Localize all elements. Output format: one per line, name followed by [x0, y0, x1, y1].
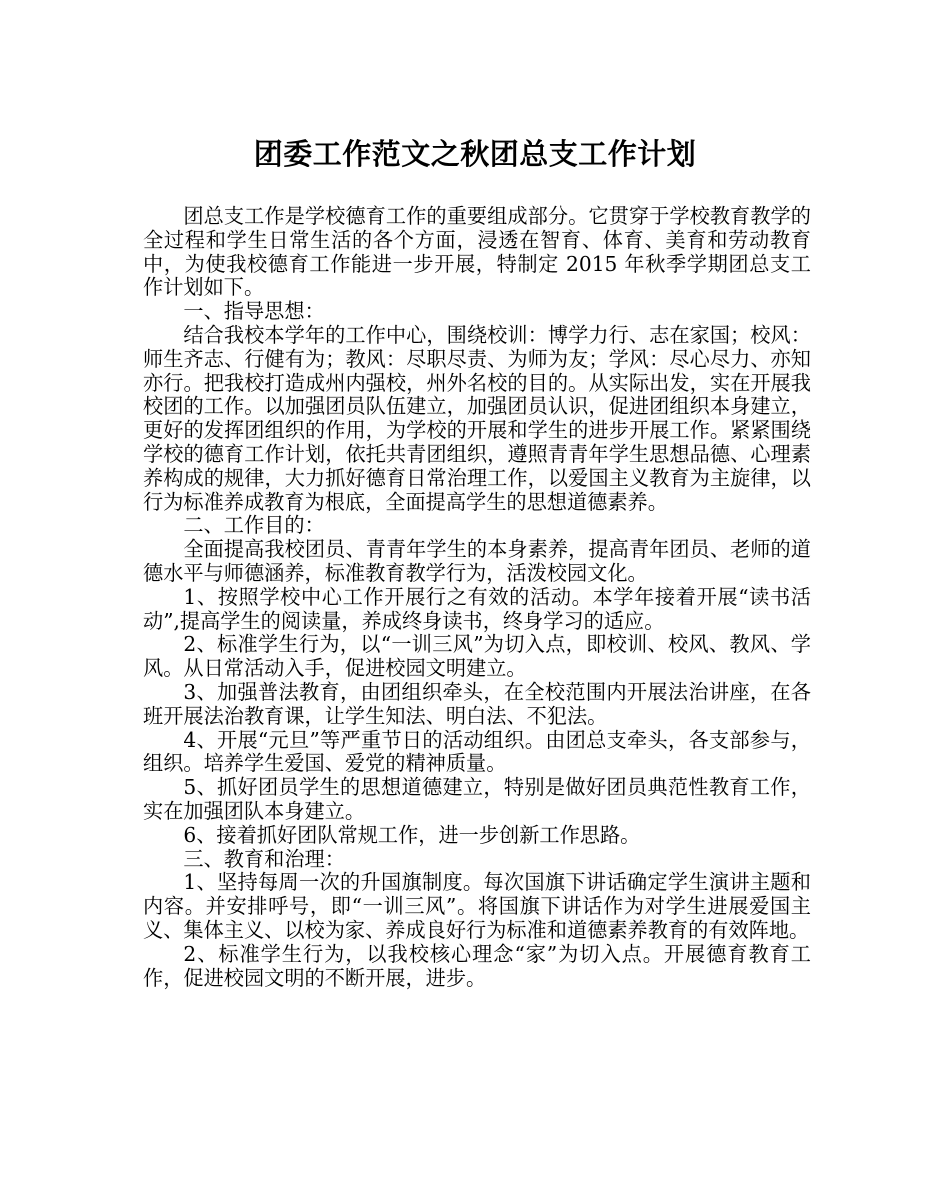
list-item-goal-5: 5、抓好团员学生的思想道德建立，特别是做好团员典范性教育工作，实在加强团队本身建立。 [143, 775, 811, 823]
list-item-goal-3: 3、加强普法教育，由团组织牵头，在全校范围内开展法治讲座，在各班开展法治教育课，让学生知法、明白法、不犯法。 [143, 679, 811, 728]
list-item-goal-2: 2、标准学生行为，以“一训三风”为切入点，即校训、校风、教风、学风。从日常活动入手，促进校园文明建立。 [143, 632, 811, 681]
paragraph-work-goals: 全面提高我校团员、青青年学生的本身素养，提高青年团员、老师的道德水平与师德涵养，标准教育教学行为，活泼校园文化。 [143, 537, 811, 585]
list-item-management-1: 1、坚持每周一次的升国旗制度。每次国旗下讲话确定学生演讲主题和内容。并安排呼号，即“一训三风”。将国旗下讲话作为对学生进展爱国主义、集体主义、以校为家、养成良好行为标准和道德素养教育的有效阵地。 [143, 870, 811, 942]
list-item-goal-4: 4、开展“元旦”等严重节日的活动组织。由团总支牵头，各支部参与，组织。培养学生爱国、爱党的精神质量。 [143, 727, 811, 776]
section-heading-guiding-thought: 一、指导思想： [183, 299, 325, 324]
paragraph-guiding-thought: 结合我校本学年的工作中心，围绕校训：博学力行、志在家国；校风：师生齐志、行健有为；教风：尽职尽责、为师为友；学风：尽心尽力、亦知亦行。把我校打造成州内强校，州外名校的目的。从实际出发，实在开展我校团的工作。以加强团员队伍建立，加强团员认识，促进团组织本身建立，更好的发挥团组织的作用，为学校的开展和学生的进步开展工作。紧紧围绕学校的德育工作计划，依托共青团组织，遵照青青年学生思想品德、心理素养构成的规律，大力抓好德育日常治理工作，以爱国主义教育为主旋律，以行为标准养成教育为根底，全面提高学生的思想道德素养。 [143, 322, 811, 514]
list-item-goal-6: 6、接着抓好团队常规工作，进一步创新工作思路。 [183, 822, 641, 847]
list-item-management-2: 2、标准学生行为，以我校核心理念“家”为切入点。开展德育教育工作，促进校园文明的不断开展，进步。 [143, 941, 811, 990]
document-body [143, 205, 811, 990]
section-heading-education-management: 三、教育和治理： [183, 846, 345, 871]
document-title: 团委工作范文之秋团总支工作计划 [253, 137, 697, 171]
list-item-goal-1: 1、按照学校中心工作开展行之有效的活动。本学年接着开展“读书活动”,提高学生的阅读量，养成终身读书，终身学习的适应。 [143, 584, 811, 633]
paragraph-intro: 团总支工作是学校德育工作的重要组成部分。它贯穿于学校教育教学的全过程和学生日常生活的各个方面，浸透在智育、体育、美育和劳动教育中，为使我校德育工作能进一步开展，特制定 2015 年秋季学期团总支工作计划如下。 [143, 204, 811, 300]
section-heading-work-goals: 二、工作目的： [183, 513, 325, 538]
